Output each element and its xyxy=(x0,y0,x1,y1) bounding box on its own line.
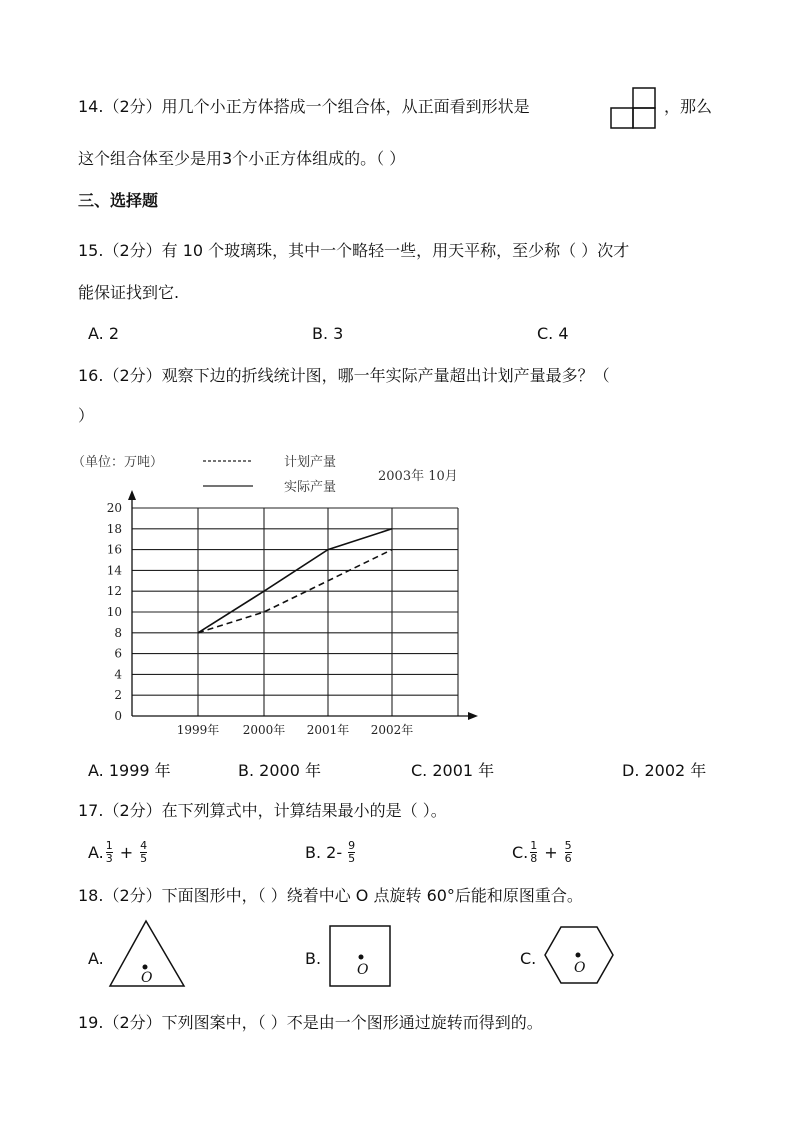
series-line-actual xyxy=(198,529,392,633)
svg-text:O: O xyxy=(141,970,153,986)
q17-option-b[interactable]: B. 2- $\frac{9}{5}$ xyxy=(305,839,356,865)
triangle-figure xyxy=(108,918,188,990)
q16-option-c[interactable]: C. 2001 年 xyxy=(411,761,495,780)
x-axis-arrow xyxy=(468,712,478,720)
y-tick-label: 14 xyxy=(106,563,122,578)
q16-line1: 16.（2分）观察下边的折线统计图，哪一年实际产量超出计划产量最多？（ xyxy=(78,366,610,385)
fraction: $\frac{1}{3}$ xyxy=(105,839,113,865)
y-tick-label: 6 xyxy=(114,646,122,661)
front-view-figure xyxy=(609,86,659,130)
q17-option-a[interactable]: A. $\frac{1}{3}$ + $\frac{4}{5}$ xyxy=(88,839,148,865)
y-axis-arrow xyxy=(128,490,136,500)
chart-unit-label: （单位：万吨） xyxy=(72,455,164,470)
y-tick-label: 16 xyxy=(106,542,122,557)
legend-plan-label: 计划产量 xyxy=(284,455,337,470)
q19-line1: 19.（2分）下列图案中，（ ）不是由一个图形通过旋转而得到的。 xyxy=(78,1013,543,1032)
q15-option-a[interactable]: A. 2 xyxy=(88,324,120,343)
fraction: $\frac{4}{5}$ xyxy=(140,839,148,865)
q18-line1: 18.（2分）下面图形中，（ ）绕着中心 O 点旋转 60°后能和原图重合。 xyxy=(78,886,583,905)
q16-option-b[interactable]: B. 2000 年 xyxy=(238,761,321,780)
q17-line1: 17.（2分）在下列算式中，计算结果最小的是（ ）。 xyxy=(78,801,447,820)
q15-option-b[interactable]: B. 3 xyxy=(312,324,344,343)
section-title: 三、选择题 xyxy=(78,191,159,210)
legend-actual-label: 实际产量 xyxy=(284,480,337,495)
q15-line2: 能保证找到它. xyxy=(78,283,180,302)
hexagon-figure xyxy=(542,924,616,986)
q16-option-a[interactable]: A. 1999 年 xyxy=(88,761,171,780)
q15-option-c[interactable]: C. 4 xyxy=(537,324,569,343)
y-tick-label: 10 xyxy=(106,605,122,619)
chart-date-label: 2003年 10月 xyxy=(378,469,458,484)
q18-option-c[interactable]: C. xyxy=(520,949,537,968)
square-figure xyxy=(328,924,394,990)
y-tick-label: 20 xyxy=(106,501,122,515)
q18-option-b[interactable]: B. xyxy=(305,949,322,968)
y-tick-label: 12 xyxy=(106,584,122,599)
production-line-chart xyxy=(70,444,490,744)
y-tick-label: 4 xyxy=(114,667,122,682)
y-tick-label: 2 xyxy=(114,688,122,703)
x-tick-label: 2000年 xyxy=(242,723,286,737)
fraction: $\frac{5}{6}$ xyxy=(564,839,572,865)
q18-option-a[interactable]: A. xyxy=(88,949,104,968)
q14-line2: 这个组合体至少是用3个小正方体组成的。（ ） xyxy=(78,149,406,168)
q14-line1-end: ，那么 xyxy=(664,97,713,116)
fraction: $\frac{9}{5}$ xyxy=(348,839,356,865)
q16-line2: ） xyxy=(78,406,95,425)
svg-text:O: O xyxy=(574,960,586,976)
fraction: $\frac{1}{8}$ xyxy=(530,839,538,865)
x-tick-label: 2002年 xyxy=(370,723,414,737)
q15-line1: 15.（2分）有 10 个玻璃珠，其中一个略轻一些，用天平称，至少称（ ）次才 xyxy=(78,241,630,260)
x-tick-label: 1999年 xyxy=(176,723,220,737)
q16-option-d[interactable]: D. 2002 年 xyxy=(622,761,707,780)
q14-text: 14.（2分）用几个小正方体搭成一个组合体，从正面看到形状是 xyxy=(78,97,530,116)
y-tick-label: 0 xyxy=(114,709,122,723)
x-tick-label: 2001年 xyxy=(306,723,350,737)
y-tick-label: 18 xyxy=(106,521,122,536)
q17-option-c[interactable]: C. $\frac{1}{8}$ + $\frac{5}{6}$ xyxy=(512,839,572,865)
svg-text:O: O xyxy=(357,962,369,978)
q14-line1 xyxy=(78,96,530,118)
y-tick-label: 8 xyxy=(114,625,122,640)
